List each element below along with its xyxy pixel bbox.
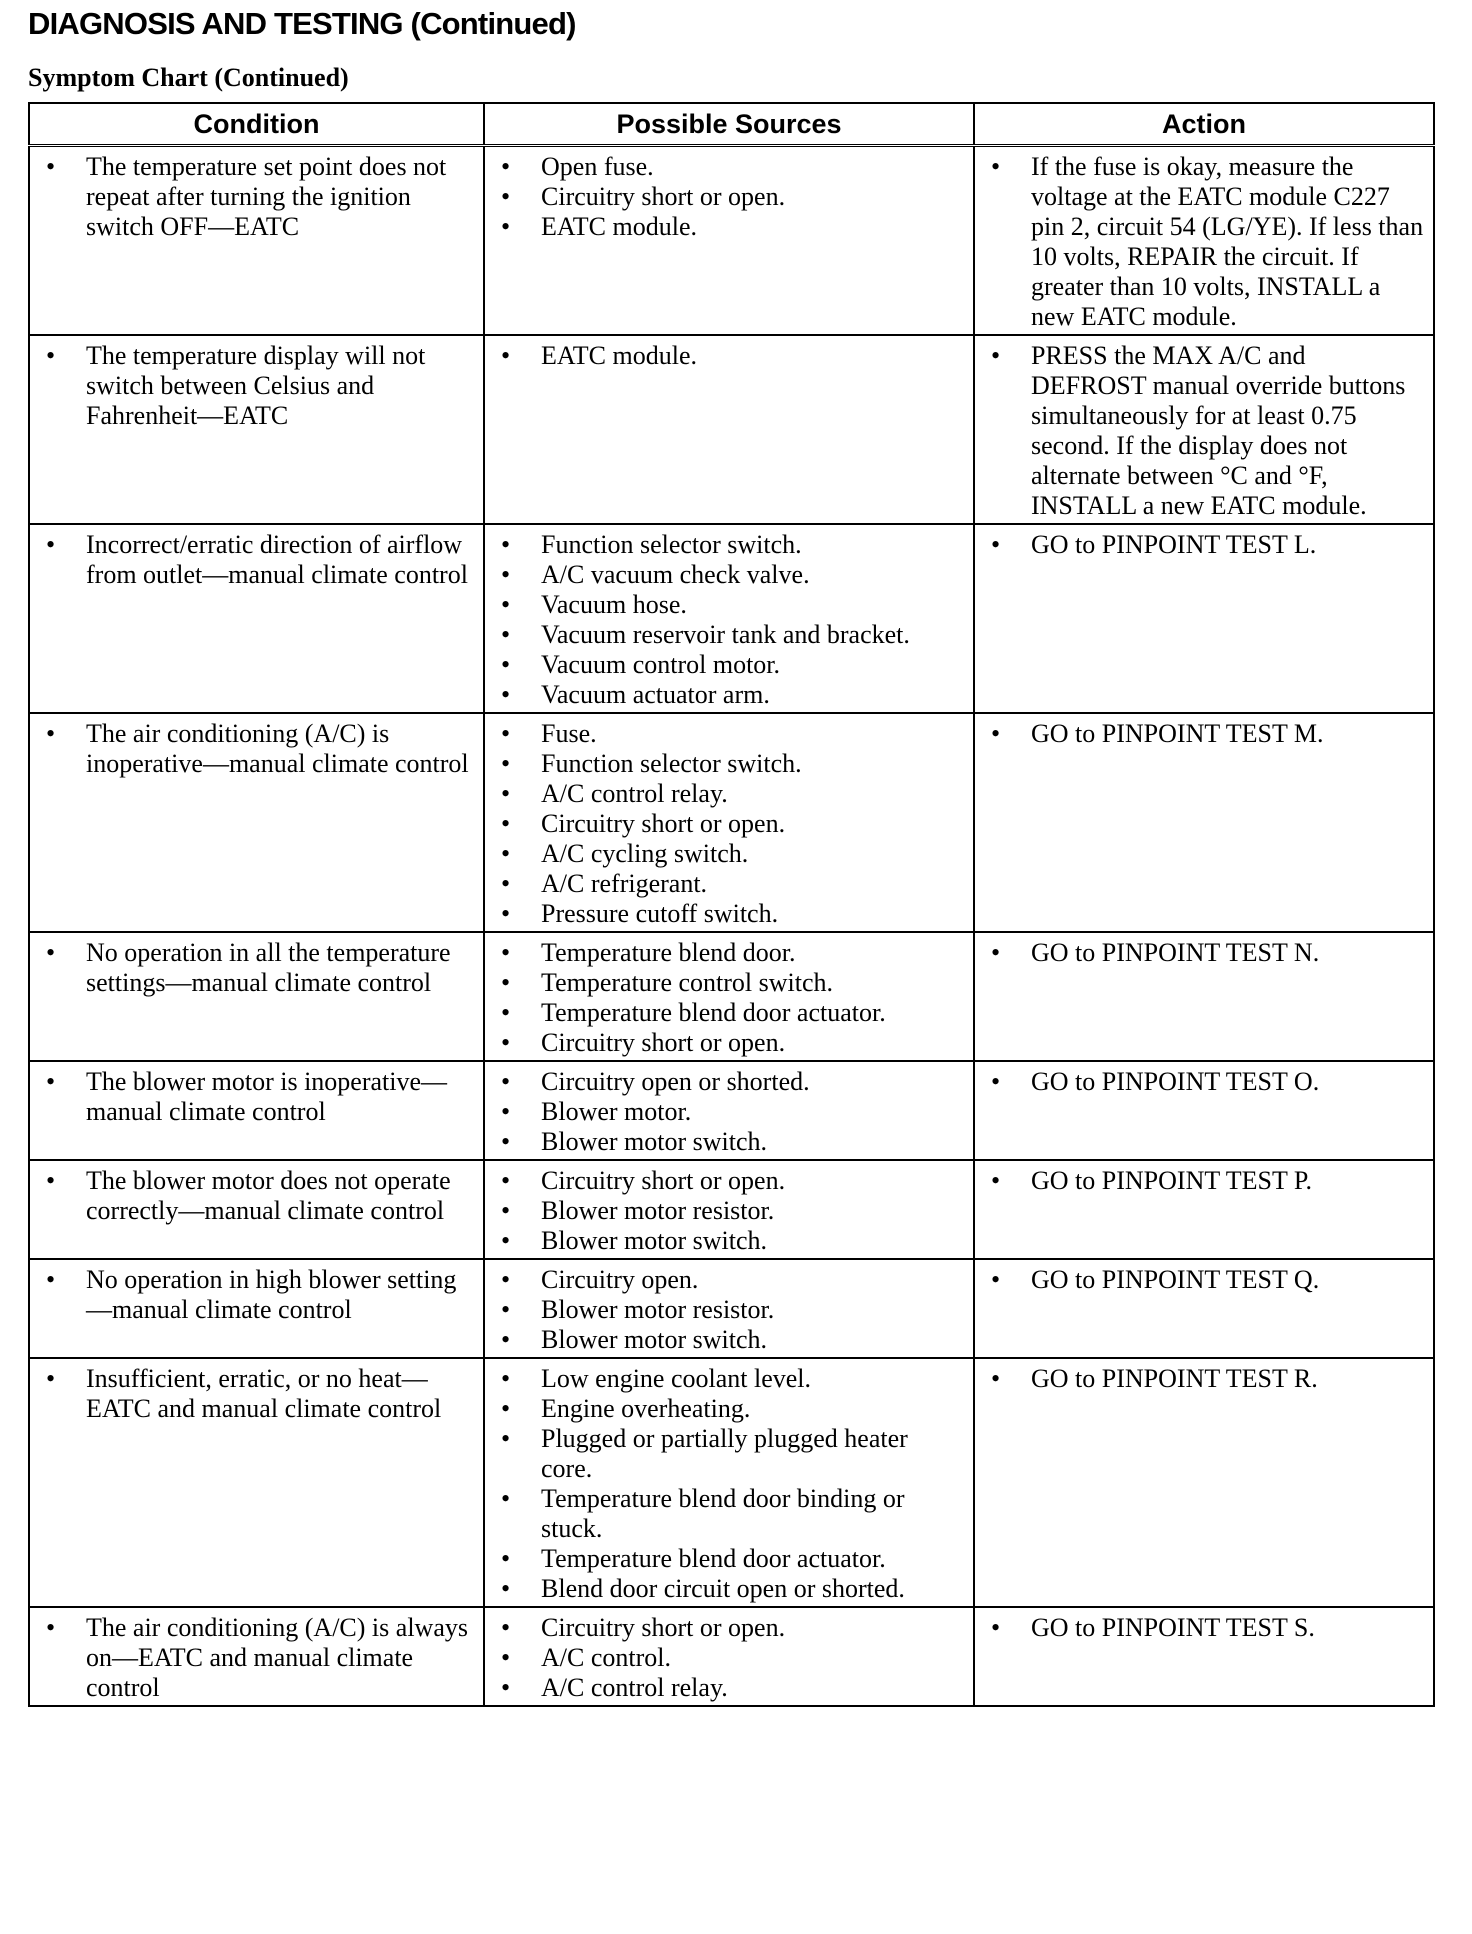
possible-source-item: • Blower motor switch. [497, 1325, 965, 1355]
condition-text: • The air conditioning (A/C) is always on—EATC and manual climate control [42, 1613, 475, 1703]
possible-source-item: • Temperature blend door actuator. [497, 998, 965, 1028]
condition-text: • The temperature set point does not repeat after turning the ignition switch OFF—EATC [42, 152, 475, 242]
condition-text: • The blower motor does not operate correctly—manual climate control [42, 1166, 475, 1226]
condition-cell [29, 1358, 484, 1607]
possible-source-item: • Fuse. [497, 719, 965, 749]
table-header-row [29, 103, 1434, 146]
action-text: • PRESS the MAX A/C and DEFROST manual override buttons simultaneously for at least 0.75 second. If the display does not alternate between °C and °F, INSTALL a new EATC module. [987, 341, 1425, 521]
possible-source-item: • Circuitry short or open. [497, 1028, 965, 1058]
action-cell [974, 713, 1434, 932]
action-cell [974, 524, 1434, 713]
column-header-condition: Condition [29, 103, 484, 146]
possible-source-item: • Vacuum actuator arm. [497, 680, 965, 710]
condition-cell [29, 1259, 484, 1358]
possible-source-item: • Circuitry open. [497, 1265, 965, 1295]
table-row [29, 932, 1434, 1061]
possible-sources-cell [484, 1259, 974, 1358]
possible-source-item: • Pressure cutoff switch. [497, 899, 965, 929]
condition-text: • The air conditioning (A/C) is inoperative—manual climate control [42, 719, 475, 779]
condition-text: • No operation in all the temperature settings—manual climate control [42, 938, 475, 998]
possible-source-item: • Circuitry short or open. [497, 1613, 965, 1643]
possible-source-item: • Temperature blend door. [497, 938, 965, 968]
possible-source-item: • A/C control. [497, 1643, 965, 1673]
possible-sources-cell [484, 1358, 974, 1607]
action-cell [974, 146, 1434, 336]
possible-sources-cell [484, 146, 974, 336]
possible-source-item: • Temperature blend door binding or stuck. [497, 1484, 965, 1544]
possible-sources-cell [484, 524, 974, 713]
table-row [29, 1358, 1434, 1607]
possible-source-item: • A/C control relay. [497, 779, 965, 809]
table-row [29, 335, 1434, 524]
table-row [29, 146, 1434, 336]
action-cell [974, 1160, 1434, 1259]
condition-cell [29, 713, 484, 932]
possible-source-item: • Function selector switch. [497, 530, 965, 560]
condition-text: • Insufficient, erratic, or no heat—EATC and manual climate control [42, 1364, 475, 1424]
condition-text: • The blower motor is inoperative—manual climate control [42, 1067, 475, 1127]
action-cell [974, 1061, 1434, 1160]
possible-source-item: • A/C cycling switch. [497, 839, 965, 869]
possible-source-item: • Function selector switch. [497, 749, 965, 779]
possible-source-item: • Low engine coolant level. [497, 1364, 965, 1394]
possible-source-item: • A/C control relay. [497, 1673, 965, 1703]
condition-cell [29, 932, 484, 1061]
possible-sources-cell [484, 932, 974, 1061]
possible-source-item: • Circuitry short or open. [497, 809, 965, 839]
symptom-chart-table [28, 102, 1435, 1707]
action-text: • GO to PINPOINT TEST M. [987, 719, 1425, 749]
possible-source-item: • Blower motor resistor. [497, 1295, 965, 1325]
table-row [29, 713, 1434, 932]
action-cell [974, 335, 1434, 524]
action-cell [974, 1358, 1434, 1607]
possible-source-item: • Engine overheating. [497, 1394, 965, 1424]
condition-cell [29, 1607, 484, 1706]
condition-cell [29, 146, 484, 336]
possible-source-item: • Circuitry short or open. [497, 1166, 965, 1196]
possible-source-item: • Vacuum reservoir tank and bracket. [497, 620, 965, 650]
table-row [29, 524, 1434, 713]
condition-cell [29, 524, 484, 713]
possible-source-item: • Circuitry open or shorted. [497, 1067, 965, 1097]
action-text: • GO to PINPOINT TEST N. [987, 938, 1425, 968]
possible-sources-cell [484, 713, 974, 932]
column-header-possible-sources: Possible Sources [484, 103, 974, 146]
column-header-action: Action [974, 103, 1434, 146]
possible-sources-cell [484, 1061, 974, 1160]
possible-source-item: • Blower motor switch. [497, 1127, 965, 1157]
possible-source-item: • Temperature control switch. [497, 968, 965, 998]
possible-source-item: • EATC module. [497, 212, 965, 242]
possible-source-item: • A/C refrigerant. [497, 869, 965, 899]
possible-source-item: • Blower motor. [497, 1097, 965, 1127]
action-text: • GO to PINPOINT TEST R. [987, 1364, 1425, 1394]
condition-cell [29, 1160, 484, 1259]
possible-source-item: • Plugged or partially plugged heater core. [497, 1424, 965, 1484]
condition-cell [29, 335, 484, 524]
table-body [29, 146, 1434, 1707]
action-cell [974, 1259, 1434, 1358]
possible-source-item: • Vacuum hose. [497, 590, 965, 620]
possible-source-item: • Blower motor resistor. [497, 1196, 965, 1226]
condition-cell [29, 1061, 484, 1160]
action-text: • GO to PINPOINT TEST P. [987, 1166, 1425, 1196]
possible-source-item: • Open fuse. [497, 152, 965, 182]
possible-source-item: • Blend door circuit open or shorted. [497, 1574, 965, 1604]
possible-sources-cell [484, 335, 974, 524]
condition-text: • Incorrect/erratic direction of airflow from outlet—manual climate control [42, 530, 475, 590]
page-title: DIAGNOSIS AND TESTING (Continued) [28, 6, 576, 41]
possible-source-item: • Vacuum control motor. [497, 650, 965, 680]
table-row [29, 1160, 1434, 1259]
possible-source-item: • EATC module. [497, 341, 965, 371]
table-row [29, 1259, 1434, 1358]
action-cell [974, 932, 1434, 1061]
action-text: • GO to PINPOINT TEST O. [987, 1067, 1425, 1097]
action-text: • GO to PINPOINT TEST L. [987, 530, 1425, 560]
condition-text: • No operation in high blower setting—manual climate control [42, 1265, 475, 1325]
possible-source-item: • A/C vacuum check valve. [497, 560, 965, 590]
table-row [29, 1061, 1434, 1160]
action-cell [974, 1607, 1434, 1706]
action-text: • If the fuse is okay, measure the voltage at the EATC module C227 pin 2, circuit 54 (LG/YE). If less than 10 volts, REPAIR the circuit. If greater than 10 volts, INSTALL a new EATC module. [987, 152, 1425, 332]
possible-source-item: • Temperature blend door actuator. [497, 1544, 965, 1574]
action-text: • GO to PINPOINT TEST Q. [987, 1265, 1425, 1295]
condition-text: • The temperature display will not switch between Celsius and Fahrenheit—EATC [42, 341, 475, 431]
table-row [29, 1607, 1434, 1706]
possible-source-item: • Blower motor switch. [497, 1226, 965, 1256]
possible-sources-cell [484, 1160, 974, 1259]
section-title: Symptom Chart (Continued) [28, 63, 349, 92]
possible-source-item: • Circuitry short or open. [497, 182, 965, 212]
action-text: • GO to PINPOINT TEST S. [987, 1613, 1425, 1643]
possible-sources-cell [484, 1607, 974, 1706]
